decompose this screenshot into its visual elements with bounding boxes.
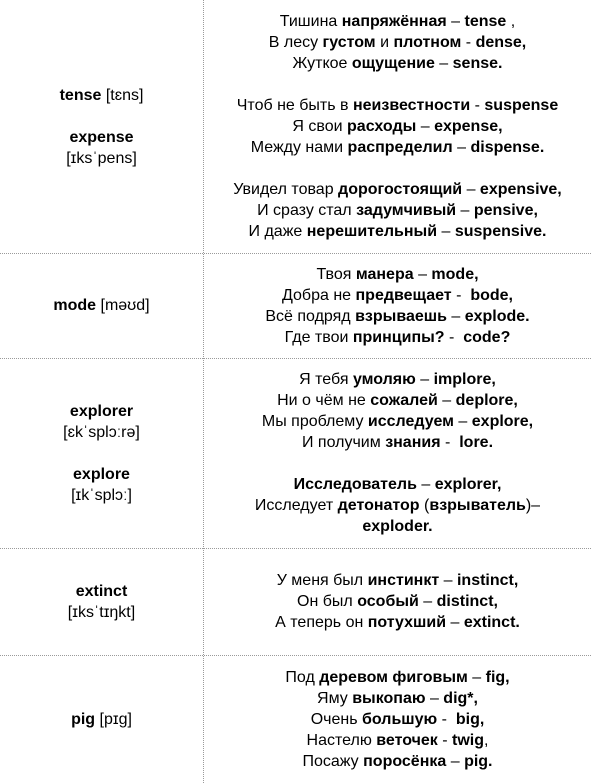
bold-text: fig,	[485, 668, 510, 686]
text-line	[316, 264, 478, 285]
bold-text: explorer,	[434, 476, 502, 493]
bold-text: исследуем	[367, 413, 454, 430]
bold-text: манера	[355, 265, 414, 283]
plain-text: Он был	[297, 593, 358, 610]
plain-text: –	[452, 139, 471, 156]
plain-text: Ни о чём не	[277, 392, 371, 409]
plain-text: [ɪksˈtɪŋkt]	[67, 603, 136, 621]
text-line	[249, 221, 547, 242]
bold-text: tense	[59, 86, 102, 104]
bold-text: потухший	[367, 614, 447, 631]
bold-text: веточек	[376, 731, 438, 749]
bold-text: сожалей	[370, 392, 438, 409]
plain-text: –	[425, 689, 444, 707]
text-line	[255, 495, 540, 516]
bold-text: exploder.	[362, 518, 433, 535]
bold-text: expense,	[434, 118, 503, 135]
plain-text: ,	[506, 13, 516, 30]
text-line	[70, 401, 133, 422]
text-line	[302, 432, 493, 453]
bold-text: умоляю	[352, 371, 416, 388]
rhyme-cell	[204, 358, 591, 548]
plain-text: и	[375, 34, 394, 51]
plain-text: Я тебя	[299, 371, 353, 388]
text-line	[68, 602, 135, 623]
word-cell	[0, 358, 203, 548]
plain-text: [ɛkˈsplɔːrə]	[63, 423, 140, 441]
bold-text: pensive,	[473, 202, 538, 219]
text-line	[311, 709, 485, 730]
text-line	[307, 730, 489, 751]
bold-text: extinct	[75, 582, 128, 600]
rhyme-cell	[204, 253, 591, 358]
text-line	[69, 127, 133, 148]
plain-text: Чтоб не быть в	[236, 97, 353, 114]
plain-text: Всё подряд	[265, 307, 356, 325]
plain-text: -	[437, 731, 453, 749]
bold-text: Исследователь	[293, 476, 417, 493]
bold-text: sense.	[452, 55, 503, 72]
plain-text: –	[446, 752, 465, 770]
bold-text: детонатор	[337, 497, 420, 514]
text-line	[292, 116, 502, 137]
bold-text: implore,	[433, 371, 496, 388]
plain-text: –	[446, 307, 465, 325]
bold-text: distinct,	[436, 593, 498, 610]
bold-text: принципы?	[352, 328, 445, 346]
bold-text: густом	[322, 34, 376, 51]
word-cell	[0, 548, 203, 655]
plain-text: –	[467, 668, 486, 686]
bold-text: bode,	[470, 286, 513, 304]
text-line	[71, 709, 132, 730]
bold-text: задумчивый	[356, 202, 457, 219]
bold-text: instinct,	[456, 572, 519, 589]
bold-text: twig	[452, 731, 485, 749]
plain-text: Под	[285, 668, 320, 686]
text-line	[280, 11, 515, 32]
bold-text: pig.	[464, 752, 493, 770]
table-row	[0, 0, 591, 253]
text-line	[277, 570, 519, 591]
plain-text: –	[453, 413, 472, 430]
plain-text: -	[461, 34, 476, 51]
plain-text: Исследует	[254, 497, 338, 514]
plain-text: [ɪksˈpens]	[66, 149, 137, 167]
bold-text: особый	[357, 593, 419, 610]
bold-text: плотном	[393, 34, 462, 51]
plain-text: ,	[484, 731, 489, 749]
plain-text: –	[434, 55, 453, 72]
plain-text: –	[462, 181, 480, 198]
bold-text: взрыватель	[429, 497, 526, 514]
plain-text: –	[413, 265, 432, 283]
plain-text: Где твои	[284, 328, 353, 346]
plain-text: Твоя	[316, 265, 356, 283]
plain-text: Увидел товар	[233, 181, 339, 198]
plain-text: –	[456, 202, 474, 219]
text-line	[251, 137, 545, 158]
plain-text: И сразу стал	[257, 202, 357, 219]
text-line	[66, 148, 137, 169]
plain-text: –	[446, 13, 465, 30]
plain-text: -	[437, 710, 456, 728]
bold-text: suspensive.	[454, 223, 547, 240]
text-line	[277, 390, 518, 411]
bold-text: mode,	[431, 265, 479, 283]
text-line	[303, 751, 493, 772]
text-line	[233, 179, 562, 200]
bold-text: ощущение	[351, 55, 435, 72]
bold-text: explore	[73, 465, 130, 483]
bold-text: big,	[455, 710, 485, 728]
bold-text: напряжённая	[341, 13, 447, 30]
text-line	[73, 464, 130, 485]
bold-text: расходы	[347, 118, 417, 135]
bold-text: взрываешь	[355, 307, 447, 325]
bold-text: explode.	[464, 307, 530, 325]
plain-text: Добра не	[282, 286, 356, 304]
plain-text: Очень	[310, 710, 363, 728]
bold-text: dig*,	[443, 689, 478, 707]
text-line	[76, 581, 128, 602]
bold-text: explore,	[471, 413, 534, 430]
bold-text: нерешительный	[306, 223, 438, 240]
word-cell	[0, 253, 203, 358]
text-line	[53, 295, 149, 316]
bold-text: предвещает	[355, 286, 452, 304]
plain-text: –	[416, 118, 435, 135]
rhyme-cell	[204, 0, 591, 253]
plain-text: (	[419, 497, 430, 514]
word-cell	[0, 655, 203, 783]
bold-text: suspense	[484, 97, 559, 114]
plain-text: Настелю	[306, 731, 377, 749]
plain-text: Яму	[317, 689, 353, 707]
bold-text: dispense.	[470, 139, 545, 156]
plain-text: Жуткое	[292, 55, 352, 72]
plain-text: Тишина	[279, 13, 342, 30]
text-line	[362, 516, 432, 537]
plain-text: Мы проблему	[261, 413, 368, 430]
plain-text: –	[418, 593, 437, 610]
plain-text: -	[444, 328, 464, 346]
plain-text: Между нами	[250, 139, 348, 156]
text-line	[265, 306, 529, 327]
text-line	[71, 485, 132, 506]
word-cell	[0, 0, 203, 253]
plain-text: –	[437, 392, 456, 409]
text-line	[257, 200, 538, 221]
plain-text: )–	[525, 497, 541, 514]
plain-text: –	[437, 223, 455, 240]
bold-text: expensive,	[479, 181, 562, 198]
text-line	[297, 591, 498, 612]
plain-text: –	[439, 572, 457, 589]
bold-text: lore.	[459, 434, 494, 451]
text-line	[63, 422, 140, 443]
bold-text: expense	[69, 128, 134, 146]
plain-text: А теперь он	[275, 614, 368, 631]
plain-text: [məʊd]	[96, 297, 150, 314]
text-line	[60, 85, 144, 106]
plain-text: –	[415, 371, 434, 388]
bold-text: tense	[464, 13, 507, 30]
table-row	[0, 253, 591, 358]
plain-text: И получим	[301, 434, 386, 451]
plain-text: Посажу	[302, 752, 364, 770]
bold-text: deplore,	[455, 392, 518, 409]
plain-text: У меня был	[276, 572, 368, 589]
text-line	[237, 95, 558, 116]
bold-text: выкопаю	[352, 689, 426, 707]
text-line	[285, 667, 509, 688]
plain-text: В лесу	[268, 34, 323, 51]
text-line	[275, 612, 520, 633]
plain-text: [ɪkˈsplɔː]	[71, 486, 132, 504]
bold-text: распределил	[347, 139, 453, 156]
text-line	[293, 53, 503, 74]
bold-text: explorer	[69, 402, 134, 420]
bold-text: mode	[53, 297, 97, 314]
plain-text: [pɪɡ]	[95, 710, 132, 728]
bold-text: знания	[385, 434, 441, 451]
bold-text: большую	[362, 710, 438, 728]
rhyme-cell	[204, 548, 591, 655]
bold-text: dense,	[475, 34, 527, 51]
text-line	[294, 474, 502, 495]
text-line	[317, 688, 478, 709]
table-row	[0, 655, 591, 783]
plain-text: -	[451, 286, 471, 304]
plain-text: –	[446, 614, 464, 631]
plain-text: И даже	[248, 223, 307, 240]
table-row	[0, 358, 591, 548]
bold-text: extinct.	[463, 614, 520, 631]
bold-text: code?	[463, 328, 511, 346]
plain-text: -	[440, 434, 460, 451]
text-line	[269, 32, 527, 53]
bold-text: pig	[71, 710, 96, 728]
text-line	[299, 369, 496, 390]
text-line	[285, 327, 511, 348]
rhyme-cell	[204, 655, 591, 783]
text-line	[262, 411, 533, 432]
bold-text: неизвестности	[352, 97, 471, 114]
bold-text: поросёнка	[363, 752, 447, 770]
plain-text: -	[470, 97, 485, 114]
table-row	[0, 548, 591, 655]
plain-text: –	[416, 476, 435, 493]
plain-text: [tɛns]	[101, 86, 144, 104]
bold-text: инстинкт	[367, 572, 440, 589]
text-line	[282, 285, 513, 306]
bold-text: дорогостоящий	[338, 181, 463, 198]
bold-text: деревом фиговым	[319, 668, 468, 686]
plain-text: Я свои	[292, 118, 348, 135]
